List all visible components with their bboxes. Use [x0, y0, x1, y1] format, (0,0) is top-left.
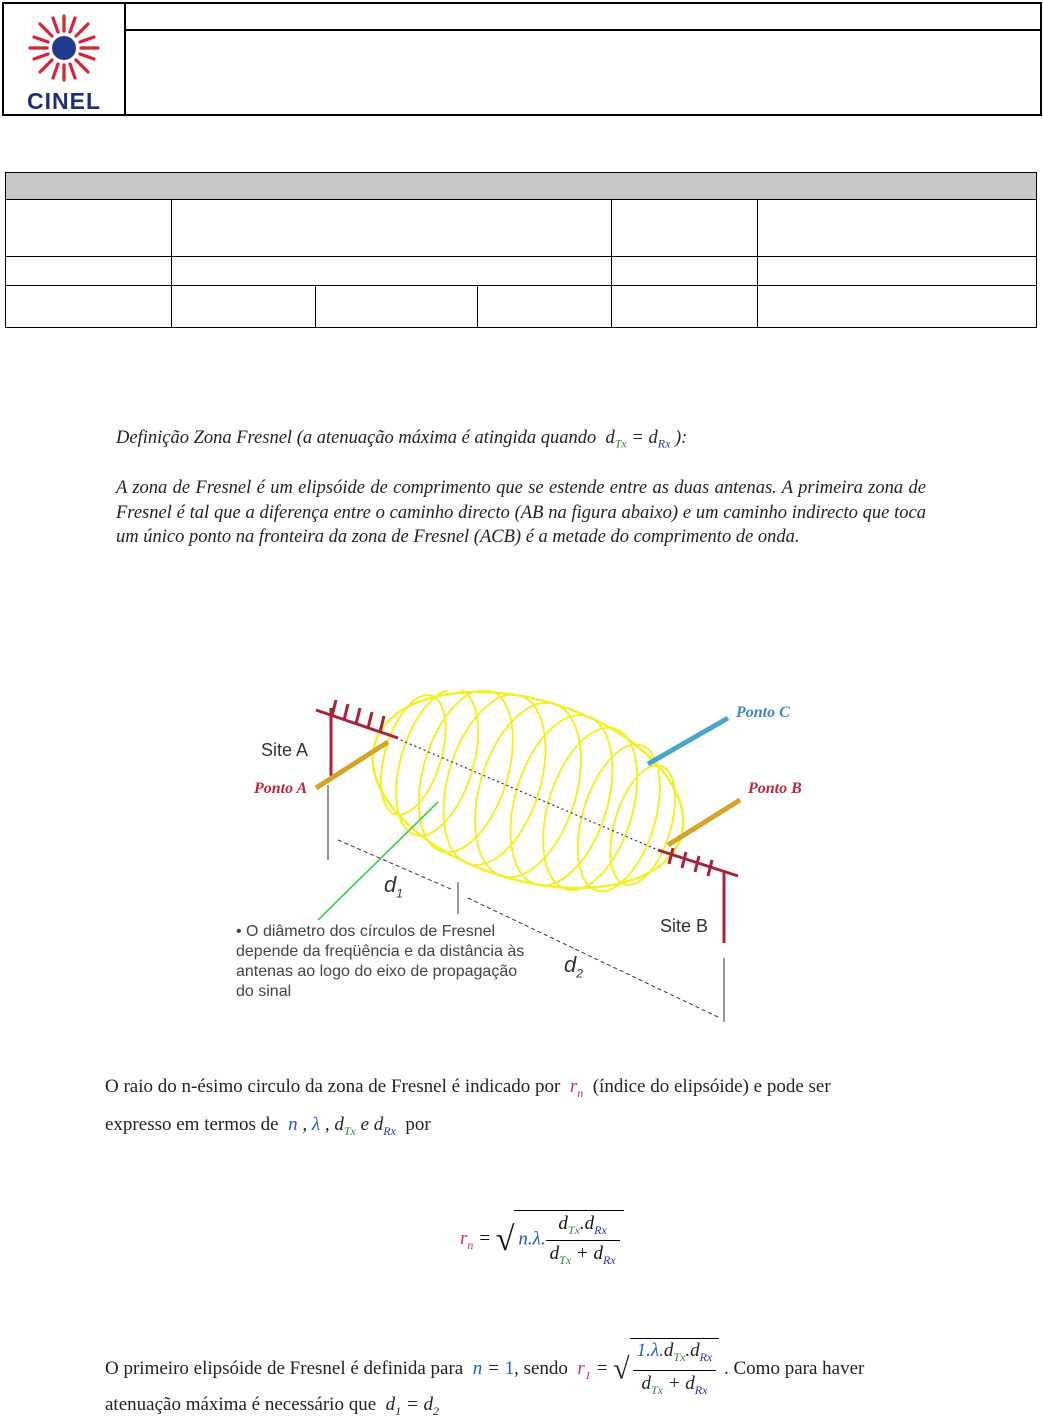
info-table	[5, 172, 1037, 328]
cinel-logo-icon	[4, 6, 124, 90]
header-divider	[126, 29, 1040, 31]
definition-title: Definição Zona Fresnel (a atenuação máxima é atingida quando $d_{Tx} = d_{Rx}$ ):	[116, 428, 688, 451]
figure-note: • O diâmetro dos círculos de Fresnel depende da freqüência e da distância às antenas ao logo do eixo de propagação do sinal	[236, 923, 525, 1000]
table-cell	[172, 286, 316, 328]
definition-paragraph: A zona de Fresnel é um elipsóide de comprimento que se estende entre as duas antenas. A primeira zona de Fresnel é tal que a diferença entre o caminho directo (AB na figura abaixo) e um caminho indirecto que toca um único ponto na fronteira da zona de Fresnel (ACB) é a metade do comprimento de onda.	[116, 478, 926, 547]
note-pointer	[318, 802, 438, 920]
site-a-label: Site A	[261, 740, 309, 760]
propagation-axis	[396, 738, 658, 850]
table-cell	[316, 286, 478, 328]
info-table-header	[6, 173, 1037, 200]
table-cell	[758, 200, 1037, 257]
table-cell	[612, 200, 758, 257]
logo-text: CINEL	[27, 88, 101, 114]
ponto-b-pointer	[668, 800, 740, 845]
body-line-1: O raio do n-ésimo circulo da zona de Fresnel é indicado por $r_n$ (índice do elipsóide) e pode ser	[105, 1076, 831, 1100]
document-header	[2, 2, 1042, 116]
table-cell	[6, 200, 172, 257]
ponto-a-label: Ponto A	[254, 780, 308, 797]
table-cell	[758, 286, 1037, 328]
table-cell	[478, 286, 612, 328]
table-cell	[6, 286, 172, 328]
table-cell	[172, 200, 612, 257]
ponto-c-label: Ponto C	[736, 704, 790, 721]
body-line-3: O primeiro elipsóide de Fresnel é definida para n = 1, sendo $r_1$ = √ $\frac{1.\lambda.d_{Tx}.d_{Rx}}{d_{Tx} + d_{Rx}}$ . Como para haver	[105, 1338, 864, 1402]
ponto-c-pointer	[648, 718, 728, 764]
fresnel-figure	[228, 690, 828, 1030]
d2-label: $d_2$	[564, 952, 583, 981]
table-cell	[6, 257, 172, 286]
site-b-label: Site B	[660, 916, 709, 936]
ponto-b-label: Ponto B	[748, 780, 802, 797]
fresnel-radius-formula: $r_n$ = √ n.λ. $\frac{d_{Tx}.d_{Rx}}{d_{Tx} + d_{Rx}}$	[460, 1210, 624, 1270]
table-cell	[758, 257, 1037, 286]
body-line-2: expresso em termos de n , λ , $d_{Tx}$ e $d_{Rx}$ por	[105, 1114, 431, 1138]
table-cell	[612, 286, 758, 328]
table-cell	[172, 257, 612, 286]
d1-label: $d_1$	[384, 872, 403, 901]
body-line-4: atenuação máxima é necessário que $d_1 = d_2$	[105, 1394, 439, 1418]
logo-cell	[4, 4, 126, 114]
table-cell	[612, 257, 758, 286]
